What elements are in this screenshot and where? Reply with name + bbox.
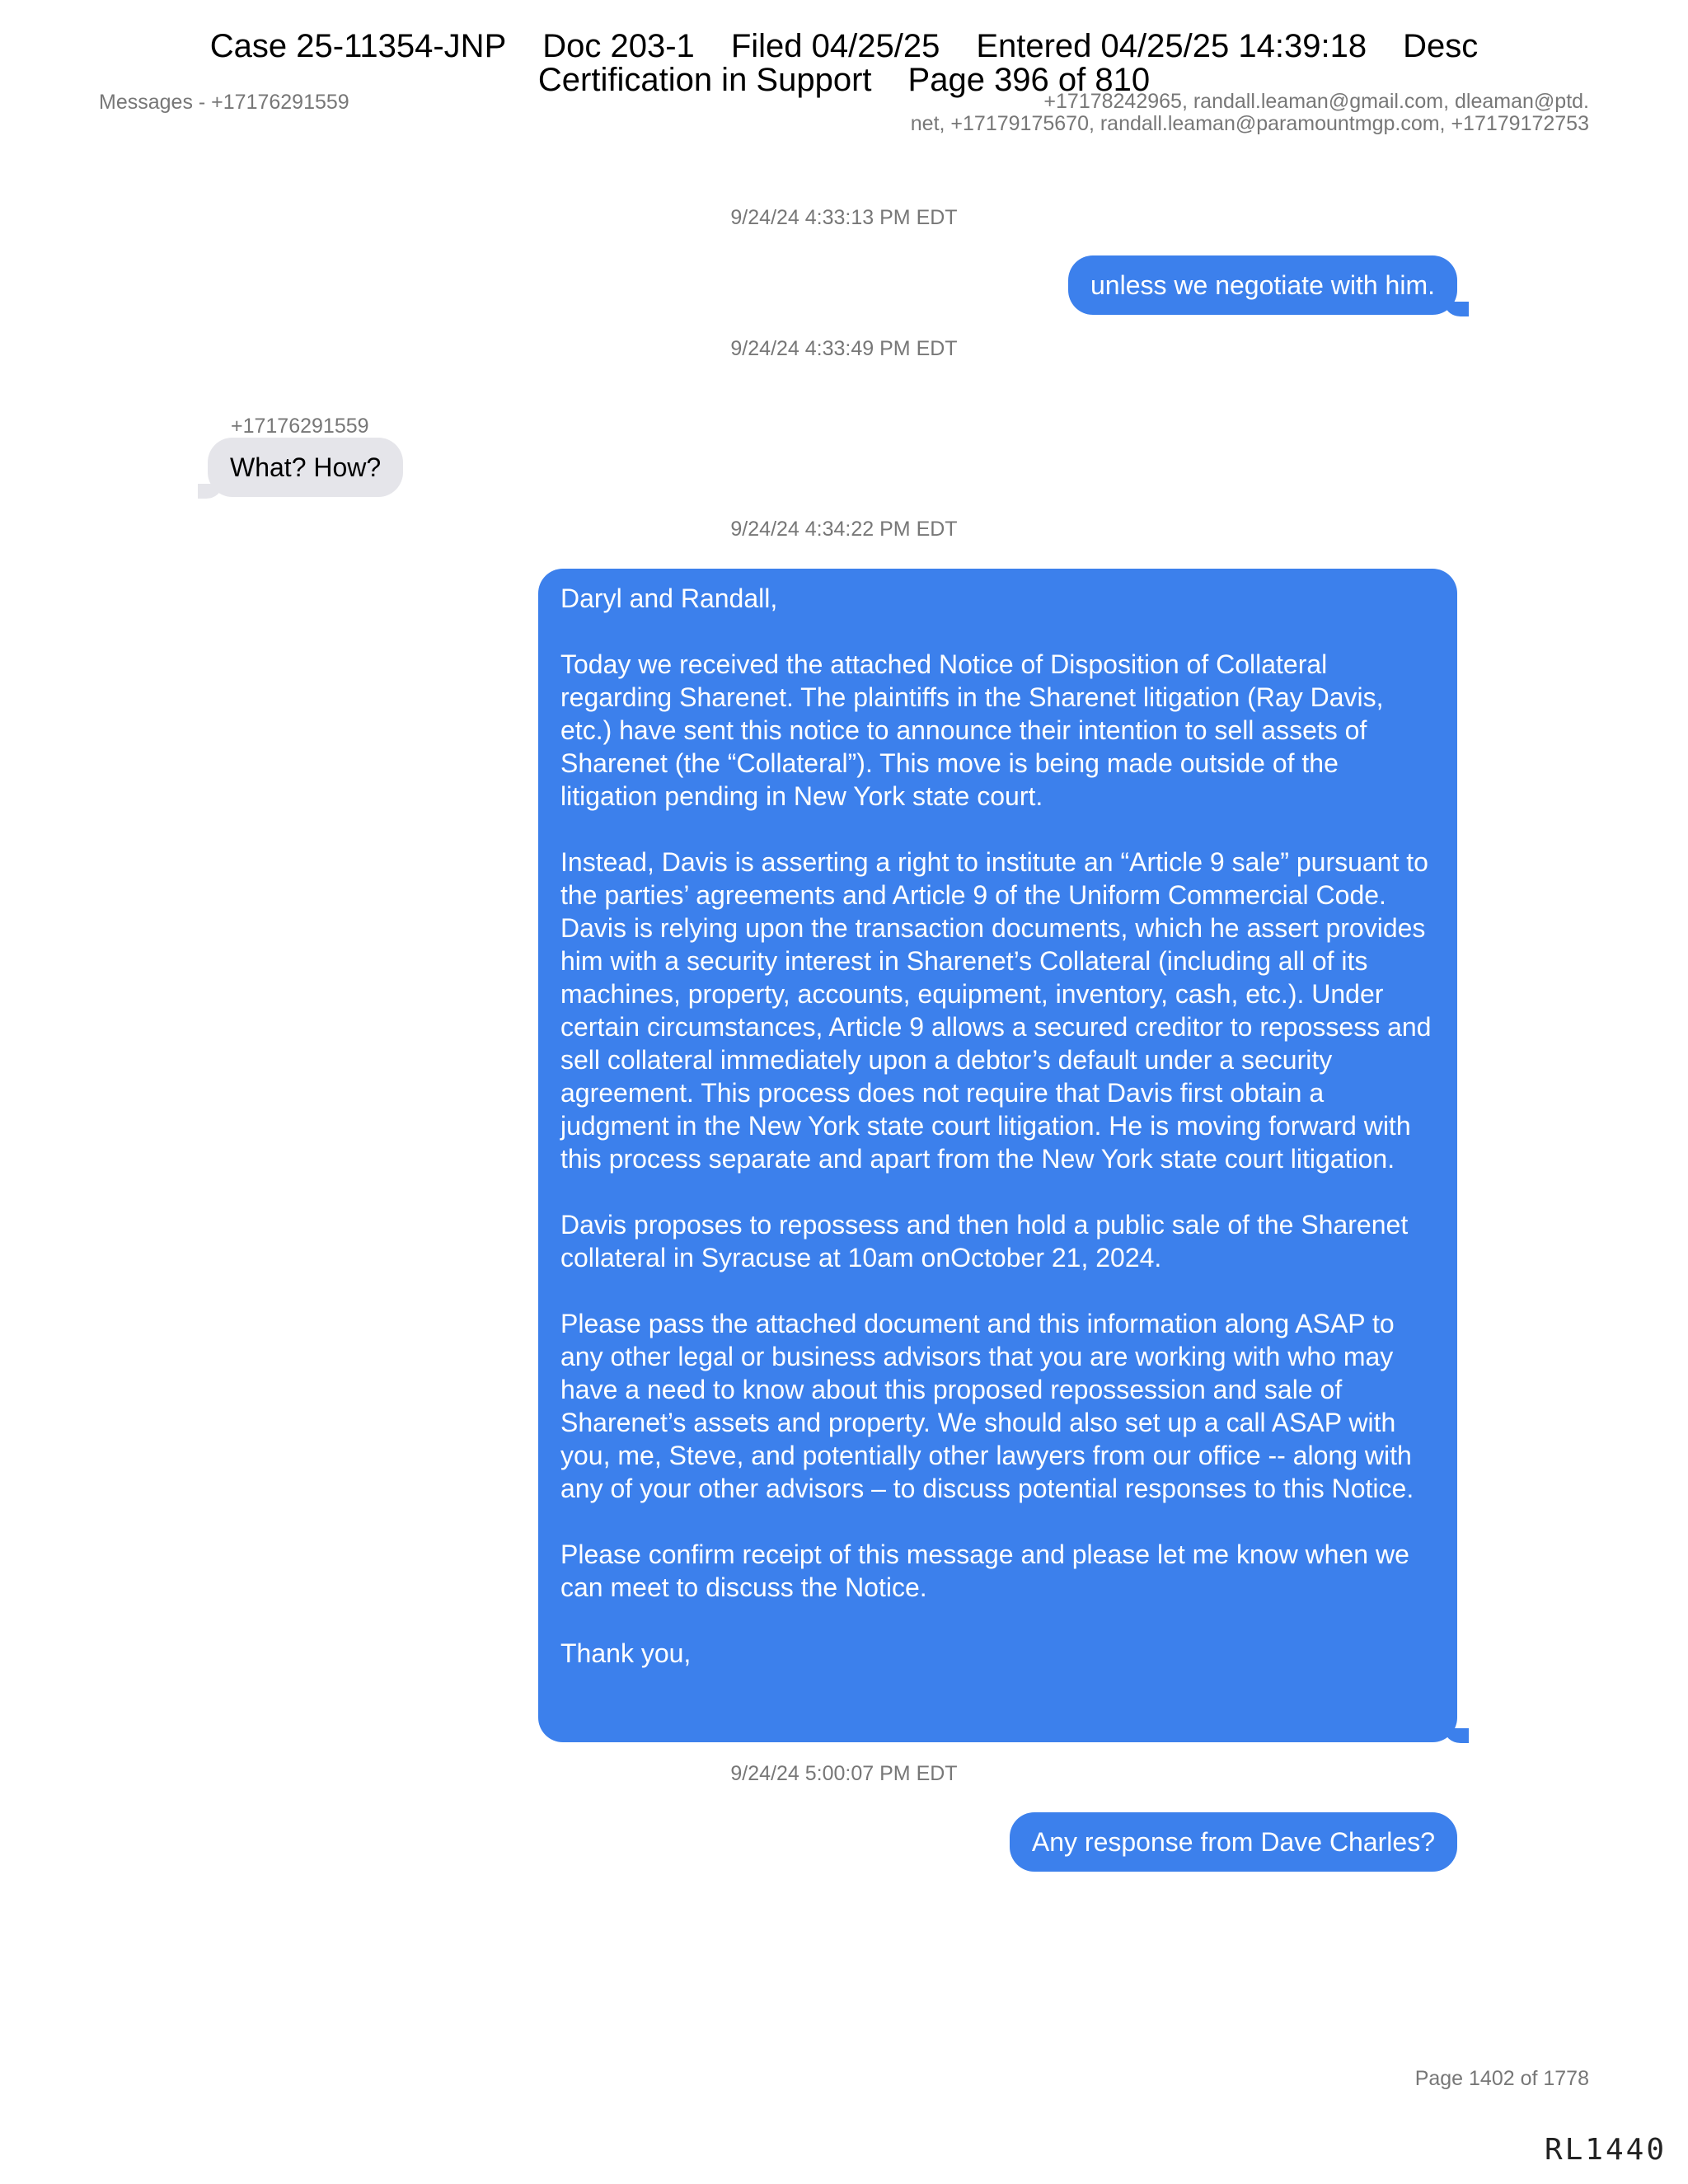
incoming-message-bubble xyxy=(208,438,403,497)
bubble-tail xyxy=(1444,1728,1469,1743)
outgoing-message-bubble xyxy=(538,569,1457,1742)
bates-number: RL1440 xyxy=(1544,2133,1667,2167)
message-text: What? How? xyxy=(230,452,382,482)
message-paragraph: Please pass the attached document and this information along ASAP to any other legal or business advisors that you are working with who may have a need to know about this proposed repossession and sale of Sharenet’s assets and property. We should also set up a call ASAP with you, me, Steve, and potentially other lawyers from our office -- along with any of your other advisors – to discuss potential responses to this Notice. xyxy=(560,1309,1414,1503)
message-timestamp: 9/24/24 4:34:22 PM EDT xyxy=(730,518,958,541)
court-filing-header xyxy=(0,30,1688,97)
message-paragraph: Davis proposes to repossess and then hold a public sale of the Sharenet collateral in Syracuse at 10am onOctober 21, 2024. xyxy=(560,1210,1409,1272)
entered-date: Entered 04/25/25 14:39:18 xyxy=(976,28,1367,64)
filed-date: Filed 04/25/25 xyxy=(730,28,940,64)
case-number: Case 25-11354-JNP xyxy=(209,28,507,64)
message-paragraph: Instead, Davis is asserting a right to institute an “Article 9 sale” pursuant to the parties’ agreements and Article 9 of the Uniform Commercial Code. Davis is relying upon the transaction documents, which he assert provides him with a security interest in Sharenet’s Collateral (including all of its machines, property, accounts, equipment, inventory, cash, etc.). Under certain circumstances, Article 9 allows a secured creditor to repossess and sell collateral immediately upon a debtor’s default under a security agreement. This process does not require that Davis first obtain a judgment in the New York state court litigation. He is moving forward with this process separate and apart from the New York state court litigation. xyxy=(560,847,1432,1174)
message-paragraph: Please confirm receipt of this message and please let me know when we can meet to discuss the Notice. xyxy=(560,1540,1409,1602)
message-timestamp: 9/24/24 5:00:07 PM EDT xyxy=(730,1762,958,1785)
desc-label: Desc xyxy=(1403,28,1479,64)
thread-title: Messages - +17176291559 xyxy=(99,91,349,114)
page-count: Page 1402 of 1778 xyxy=(1414,2067,1589,2090)
message-text: unless we negotiate with him. xyxy=(1090,270,1435,300)
participants-line-1: +17178242965, randall.leaman@gmail.com, dleaman@ptd. xyxy=(1043,90,1589,113)
doc-number: Doc 203-1 xyxy=(542,28,695,64)
outgoing-message-bubble xyxy=(1010,1812,1457,1872)
page-of-doc: Page 396 of 810 xyxy=(907,62,1151,98)
message-paragraph: Daryl and Randall, xyxy=(560,583,778,613)
outgoing-message-bubble xyxy=(1068,255,1457,315)
bubble-tail xyxy=(1444,302,1469,316)
thread-participants xyxy=(847,91,1589,135)
participants-line-2: net, +17179175670, randall.leaman@paramountmgp.com, +17179172753 xyxy=(910,112,1589,135)
bubble-tail xyxy=(198,484,223,499)
message-timestamp: 9/24/24 4:33:49 PM EDT xyxy=(730,337,958,360)
message-text: Any response from Dave Charles? xyxy=(1031,1827,1435,1857)
message-timestamp: 9/24/24 4:33:13 PM EDT xyxy=(730,206,958,229)
message-paragraph: Today we received the attached Notice of Disposition of Collateral regarding Sharenet. The plaintiffs in the Sharenet litigation (Ray Davis, etc.) have sent this notice to announce their intention to sell assets of Sharenet (the “Collateral”). This move is being made outside of the litigation pending in New York state court. xyxy=(560,649,1384,811)
doc-description: Certification in Support xyxy=(537,62,872,98)
message-paragraph: Thank you, xyxy=(560,1638,692,1668)
sender-label: +17176291559 xyxy=(231,415,369,438)
